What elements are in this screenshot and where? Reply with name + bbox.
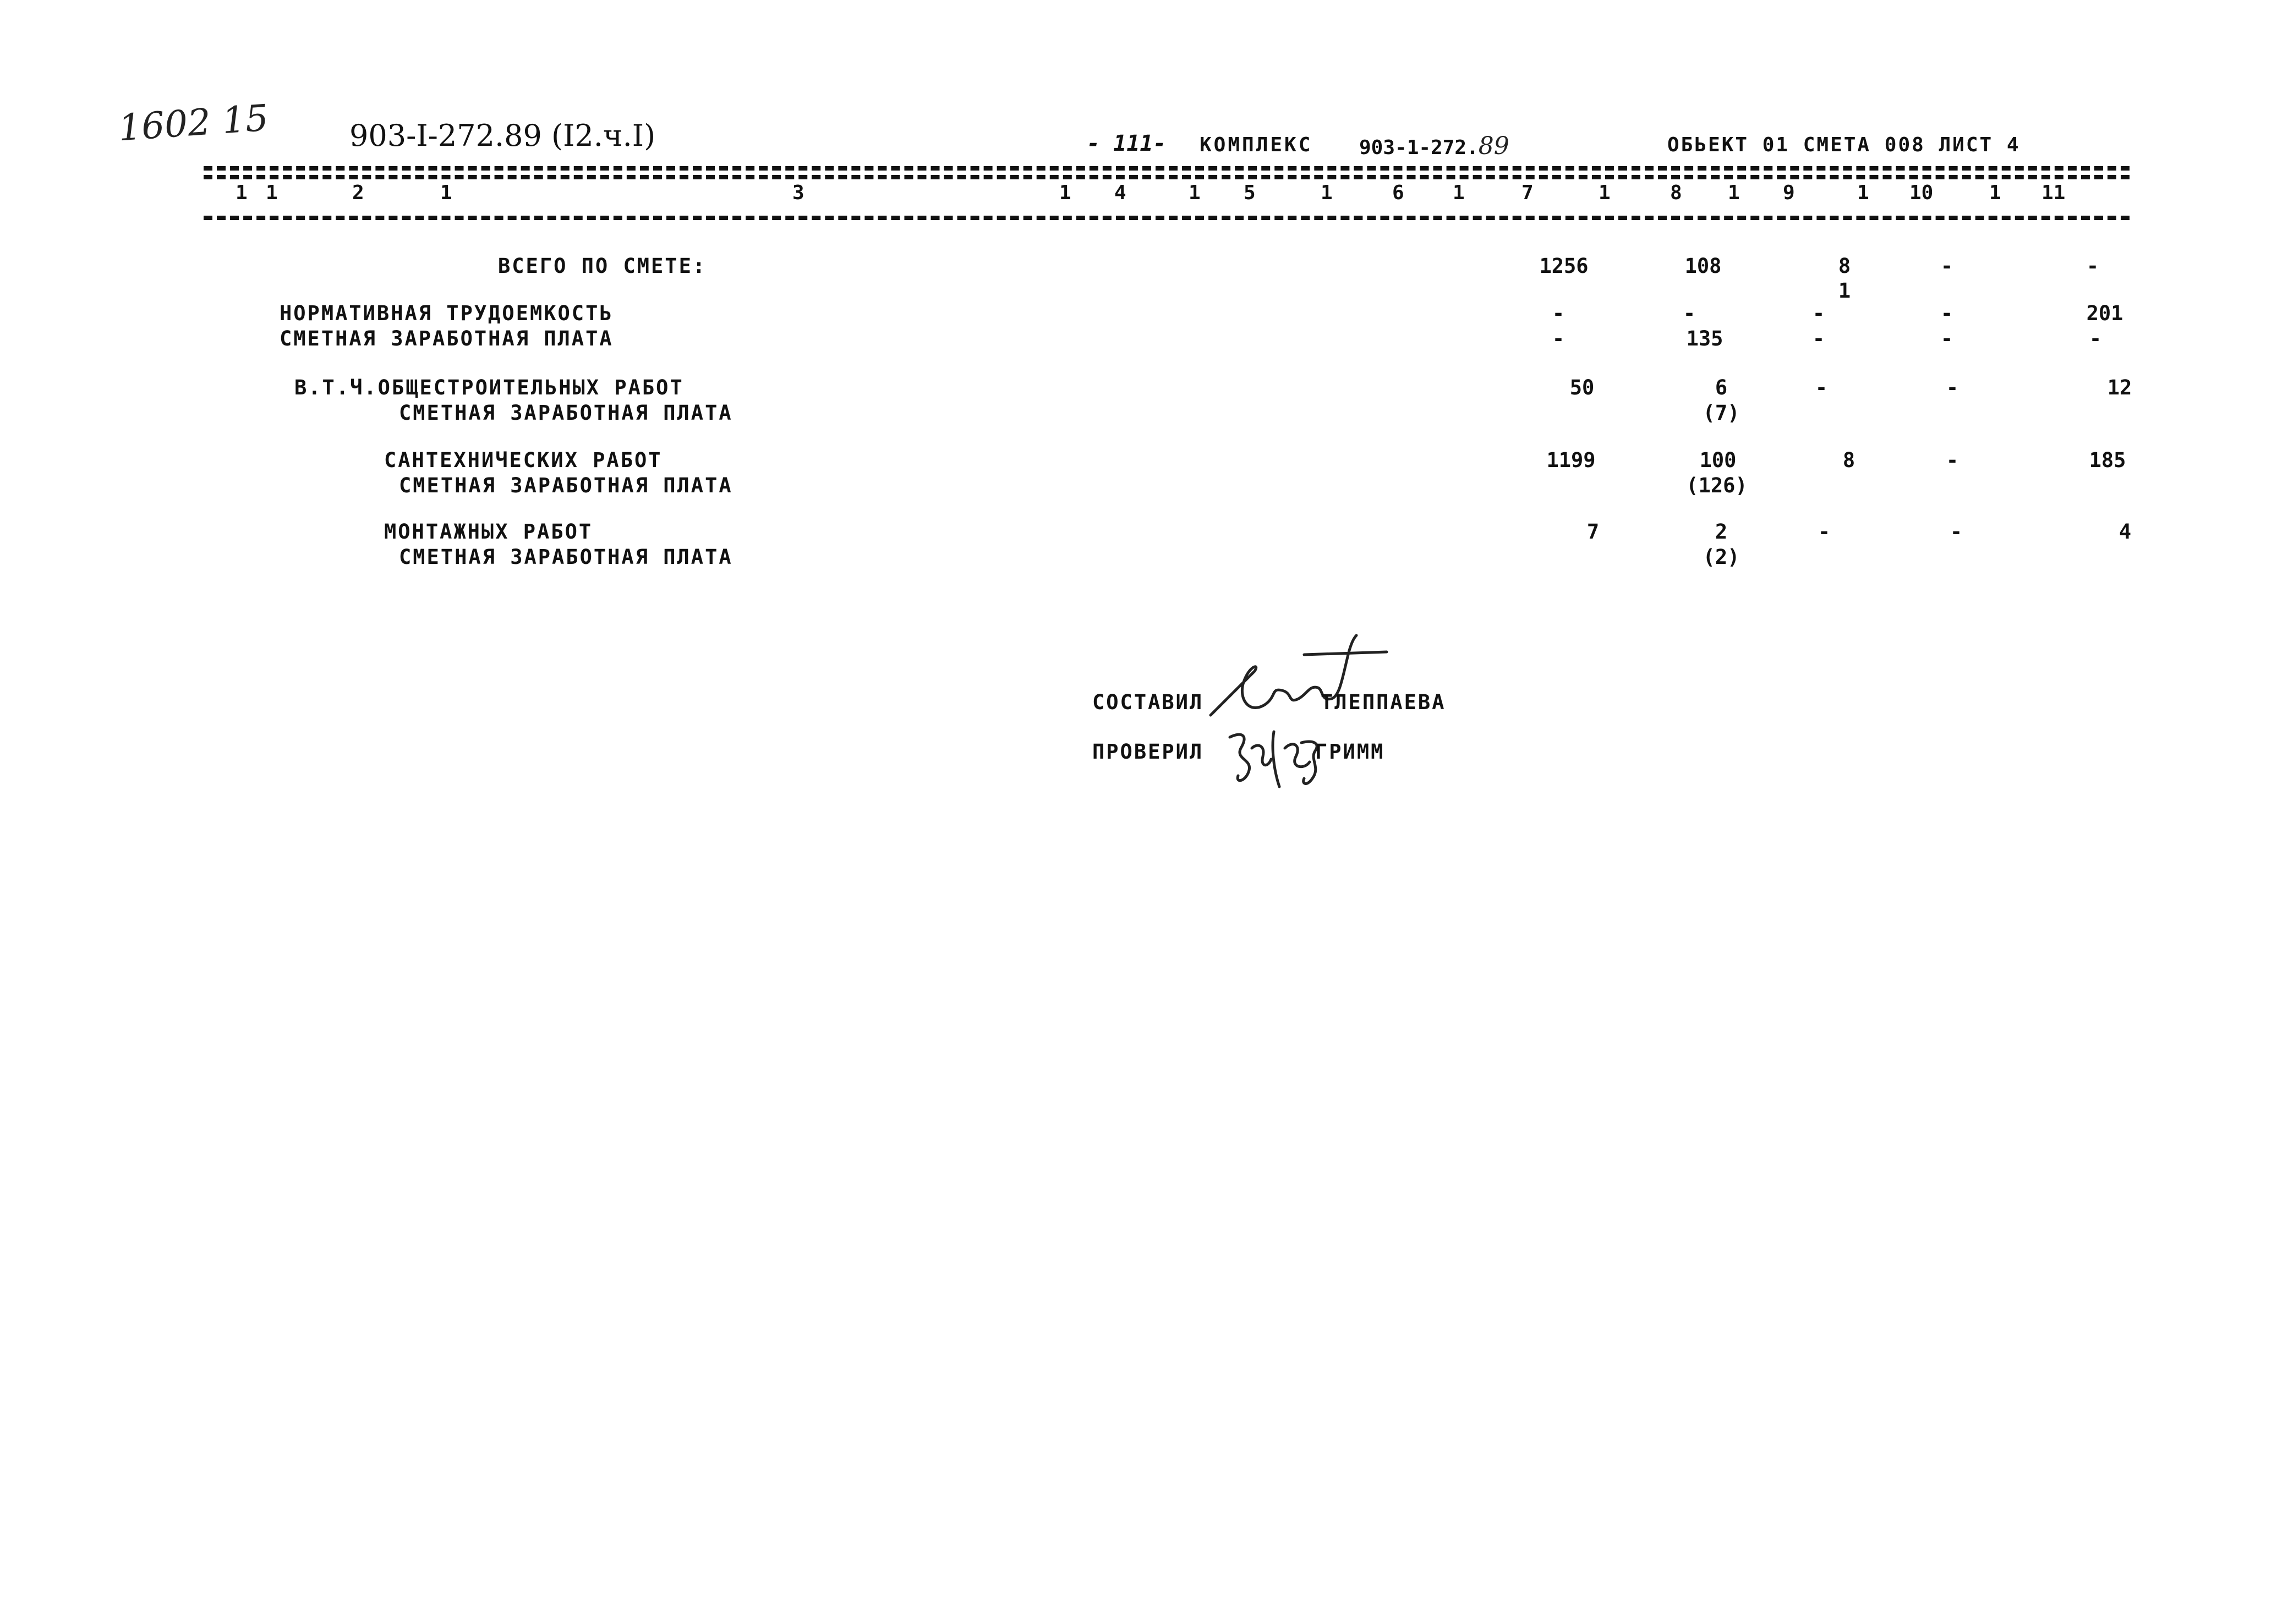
cell-c7: 50 xyxy=(1569,376,1595,399)
cell-c10: - xyxy=(1940,301,1953,325)
cell-c8-sub: (126) xyxy=(1686,474,1748,497)
col-num-1: 1 xyxy=(266,182,278,204)
col-num-3: 3 xyxy=(792,182,804,204)
cell-c7: 7 xyxy=(1586,520,1600,544)
cell-c7: 1199 xyxy=(1546,448,1596,472)
cell-c10: - xyxy=(1940,327,1953,350)
cell-c9: - xyxy=(1818,520,1831,544)
complex-code xyxy=(1359,132,1509,160)
cell-c7: - xyxy=(1552,327,1565,350)
cell-c8: 6 xyxy=(1715,376,1728,399)
header-rule-bottom xyxy=(204,216,2130,220)
col-sep: 1 xyxy=(1857,182,1869,204)
complex-label: КОМПЛЕКС xyxy=(1200,134,1313,156)
cell-c9: - xyxy=(1812,327,1825,350)
page-number: - 111- xyxy=(1087,131,1167,156)
cell-c8: 100 xyxy=(1699,448,1737,472)
row-sublabel: СМЕТНАЯ ЗАРАБОТНАЯ ПЛАТА xyxy=(399,545,733,569)
col-num-6: 6 xyxy=(1392,182,1404,204)
col-sep: 1 xyxy=(1059,182,1071,204)
header-rule-mid xyxy=(204,175,2130,179)
col-num-10: 10 xyxy=(1909,182,1934,204)
handwritten-note: 1602 15 xyxy=(117,96,270,150)
col-sep: 1 xyxy=(1453,182,1465,204)
row-label: В.Т.Ч.ОБЩЕСТРОИТЕЛЬНЫХ РАБОТ xyxy=(294,376,684,399)
cell-c11: - xyxy=(2086,254,2099,278)
col-sep: 1 xyxy=(1599,182,1611,204)
cell-c8: 108 xyxy=(1684,254,1722,278)
col-num-9: 9 xyxy=(1783,182,1795,204)
row-sublabel: СМЕТНАЯ ЗАРАБОТНАЯ ПЛАТА xyxy=(399,474,733,497)
complex-code-typed: 903-1-272. xyxy=(1359,136,1479,159)
cell-c11: 4 xyxy=(2119,520,2132,544)
row-label: НОРМАТИВНАЯ ТРУДОЕМКОСТЬ xyxy=(280,301,614,325)
cell-c9: - xyxy=(1815,376,1828,399)
cell-c8-sub: (7) xyxy=(1703,401,1740,425)
cell-c8: - xyxy=(1683,301,1696,325)
cell-c8: 135 xyxy=(1686,327,1723,350)
cell-c9: 8 xyxy=(1842,448,1855,472)
row-label: МОНТАЖНЫХ РАБОТ xyxy=(384,520,593,544)
col-num-7: 7 xyxy=(1521,182,1534,204)
row-label: САНТЕХНИЧЕСКИХ РАБОТ xyxy=(384,448,663,472)
col-sep: 1 xyxy=(1728,182,1740,204)
col-num-4: 4 xyxy=(1114,182,1126,204)
col-num-8: 8 xyxy=(1670,182,1682,204)
project-code: 903-I-272.89 (I2.ч.I) xyxy=(349,118,656,153)
cell-c7: 1256 xyxy=(1539,254,1589,278)
col-num-2: 2 xyxy=(352,182,364,204)
col-num-11: 11 xyxy=(2041,182,2066,204)
cell-c10: - xyxy=(1946,448,1959,472)
col-sep: 1 xyxy=(236,182,248,204)
row-sublabel: СМЕТНАЯ ЗАРАБОТНАЯ ПЛАТА xyxy=(399,401,733,425)
row-label: ВСЕГО ПО СМЕТЕ: xyxy=(498,254,707,278)
col-sep: 1 xyxy=(1189,182,1201,204)
cell-c9-sub: 1 xyxy=(1838,279,1851,303)
complex-code-hand: 89 xyxy=(1478,132,1509,160)
cell-c8-sub: (2) xyxy=(1703,545,1740,569)
cell-c8: 2 xyxy=(1715,520,1728,544)
checked-by-name: ГРИММ xyxy=(1315,740,1385,764)
row-label: СМЕТНАЯ ЗАРАБОТНАЯ ПЛАТА xyxy=(280,327,614,350)
cell-c11: 201 xyxy=(2086,301,2123,325)
cell-c10: - xyxy=(1946,376,1959,399)
col-num-5: 5 xyxy=(1244,182,1256,204)
cell-c11: 12 xyxy=(2107,376,2132,399)
object-info: ОБЬЕКТ 01 СМЕТА 008 ЛИСТ 4 xyxy=(1667,134,2021,156)
cell-c9: - xyxy=(1812,301,1825,325)
cell-c10: - xyxy=(1950,520,1963,544)
col-sep: 1 xyxy=(1321,182,1333,204)
cell-c11: - xyxy=(2089,327,2102,350)
checked-by-label: ПРОВЕРИЛ xyxy=(1092,740,1204,764)
cell-c9: 8 xyxy=(1838,254,1851,278)
col-sep: 1 xyxy=(1989,182,2001,204)
signature-scribble-checked xyxy=(1219,715,1329,798)
compiled-by-name: ТЛЕППАЕВА xyxy=(1321,690,1446,714)
compiled-by-label: СОСТАВИЛ xyxy=(1092,690,1204,714)
cell-c11: 185 xyxy=(2089,448,2126,472)
cell-c7: - xyxy=(1552,301,1565,325)
cell-c10: - xyxy=(1940,254,1953,278)
header-rule-top xyxy=(204,166,2130,171)
col-sep: 1 xyxy=(440,182,452,204)
